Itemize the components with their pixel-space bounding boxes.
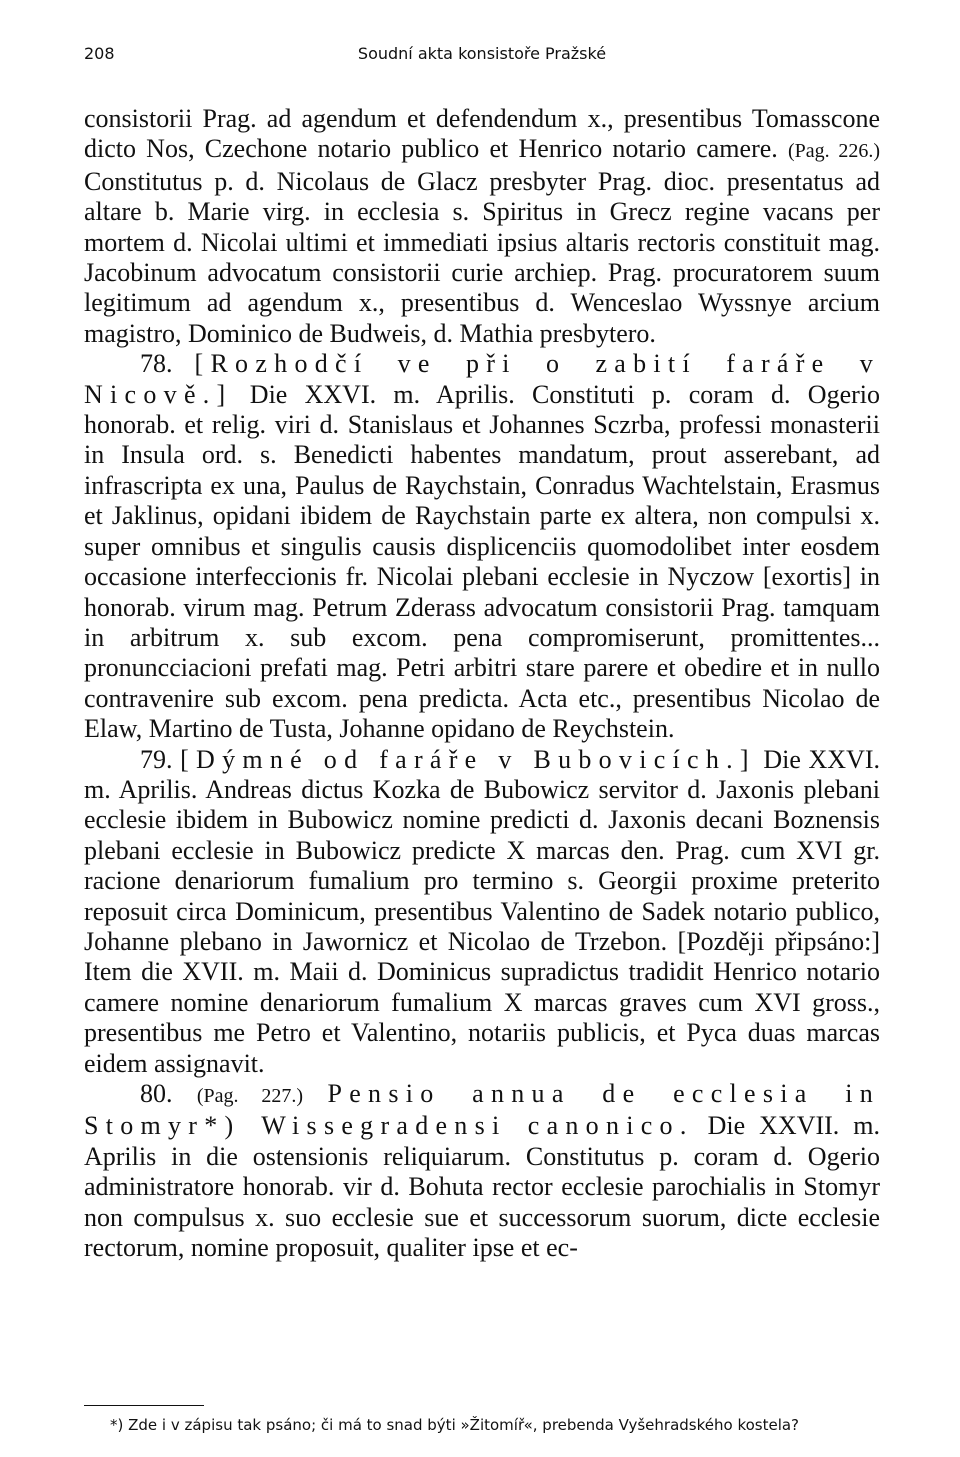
entry-heading: [Dýmné od faráře v Bubovicích.] [180,744,756,774]
page-number: 208 [84,44,115,63]
paragraph-text: consistorii Prag. ad agendum et defendendum x., presentibus Tomasscone dicto Nos, Czechone notario publico et Henrico notario camere. [84,104,880,164]
page-reference: (Pag. 227.) [196,1085,304,1107]
paragraph-continued [84,104,880,349]
entry-number: 78. [140,349,195,379]
main-text [84,104,880,1263]
entry-79 [84,745,880,1079]
entry-text: Die XXVII. m. Aprilis in die ostensionis reliquiarum. Constitutus p. coram d. Ogerio administratore honorab. vir d. Bohuta rector ecclesie parochialis in Stomyr non compulsus x. suo ecclesie sue et successorum suorum, dicte ecclesie rectorum, nomine proposuit, qualiter ipse et ec- [84,1111,880,1263]
entry-heading: Pensio annua de ecclesia in Stomyr*) Wissegradensi canonico. [84,1079,881,1141]
paragraph-text: Constitutus p. d. Nicolaus de Glacz presbyter Prag. dioc. presentatus ad altare b. Marie virg. in ecclesia s. Spiritus in Grecz regine vacans per mortem d. Nicolai ultimi et immediati ipsius altaris rectoris constituit mag. Jacobinum advocatum consistorii curie archiep. Prag. procuratorem suum legitimum ad agendum x., presentibus d. Wenceslao Wyssnye arcium magistro, Dominico de Budweis, d. Mathia presbytero. [84,166,880,348]
entry-80 [84,1079,880,1263]
entry-number: 79. [140,744,181,774]
page-reference: (Pag. 226.) [787,140,880,163]
footnote-divider [84,1405,204,1406]
entry-text: Die XXVI. m. Aprilis. Andreas dictus Kozka de Bubowicz servitor d. Jaxonis plebani ecclesie ibidem in Bubowicz nomine predicti d. Jaxonis decani Boznensis plebani ecclesie in Bubowicz predicte X marcas den. Prag. cum XVI gr. racione denariorum fumalium pro termino s. Georgii proxime preterito reposuit circa Dominicum, presentibus Valentino de Sadek notario publico, Johanne plebano in Jawornicz et Nicolao de Trzebon. [Později připsáno:] Item die XVII. m. Maii d. Dominicus supradictus tradidit Henrico notario camere nomine denariorum fumalium X marcas graves cum XVI gross., presentibus me Petro et Valentino, notariis publicis, et Pyca duas marcas eidem assignavit. [84,744,881,1078]
entry-number: 80. [140,1079,197,1108]
running-title: Soudní akta konsistoře Pražské [357,44,607,63]
page-header [84,44,880,74]
entry-text: Die XXVI. m. Aprilis. Constituti p. coram d. Ogerio honorab. et relig. viri d. Stanislaus et Johannes Sczrba, professi monasterii in Insula ord. s. Benedicti habentes mandatum, prout asserebant, ad infrascripta ex una, Paulus de Raychstain, Conradus Wachtelstain, Erasmus et Jaklinus, opidani ibidem de Raychstain parte ex altera, non compulsi x. super omnibus et singulis causis displicenciis quomodolibet inter eosdem occasione interfeccionis fr. Nicolai plebani ecclesie in Nyczow [exortis] in honorab. virum mag. Petrum Zderass advocatum consistorii Prag. tamquam in arbitrum x. sub excom. pena compromiserunt, promittentes... pronuncciacioni prefati mag. Petri arbitri stare parere et obedire et in nullo contravenire sub excom. pena predicta. Acta etc., presentibus Nicolao de Elaw, Martino de Tusta, Johanne opidano de Reychstein. [84,379,880,744]
entry-heading: [Rozhodčí ve při o zabití faráře v Nicově.] [84,349,881,409]
entry-78 [84,349,880,744]
footnote: *) Zde i v zápisu tak psáno; či má to snad býti »Žitomíř«, prebenda Vyšehradského kostela? [110,1416,800,1434]
